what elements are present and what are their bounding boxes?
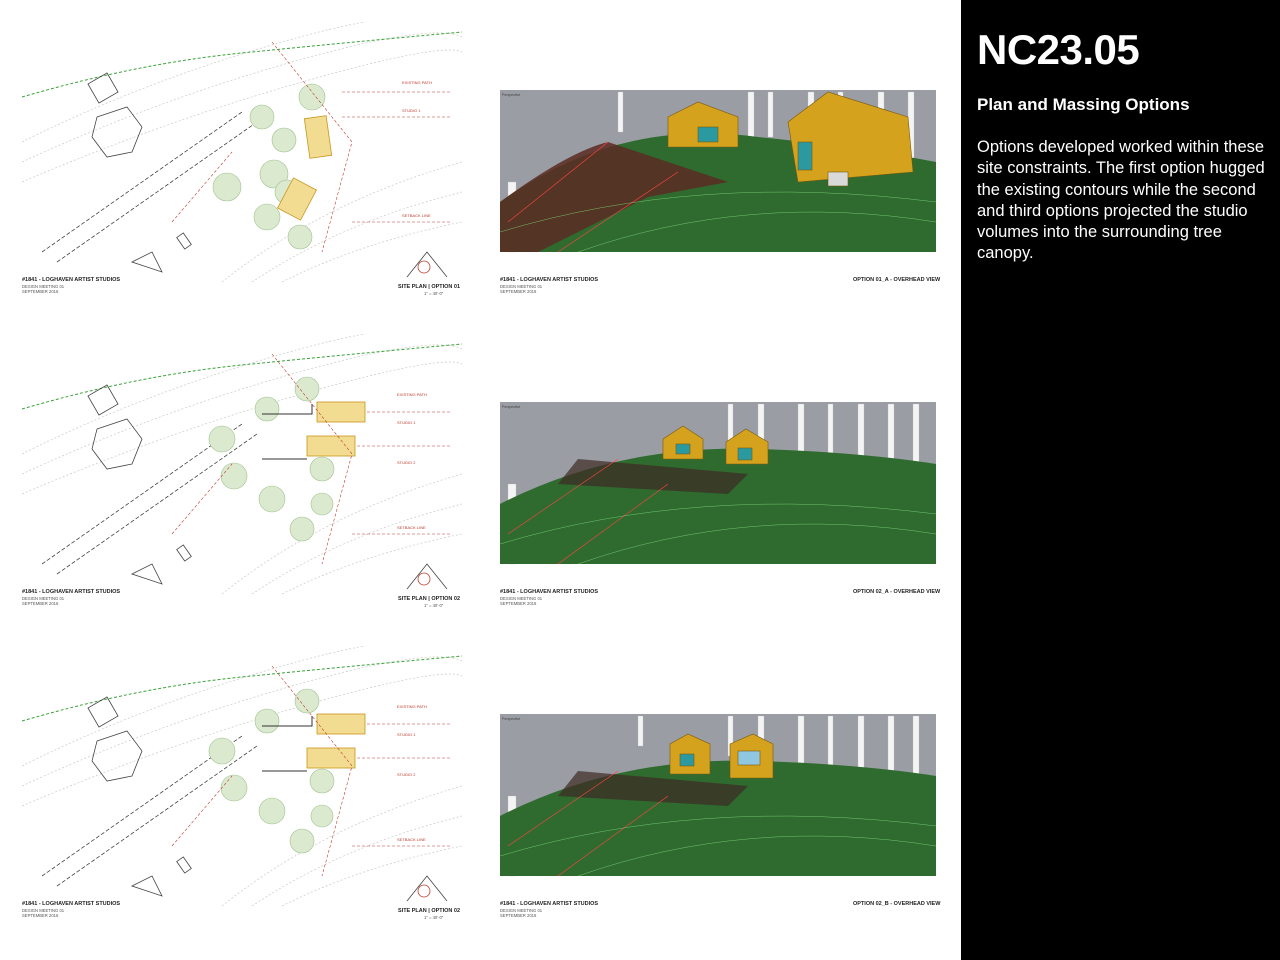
plan-date-label: SEPTEMBER 2016 (22, 289, 59, 294)
svg-text:EXISTING PATH: EXISTING PATH (397, 392, 427, 397)
view-option-label: OPTION 02_B - OVERHEAD VIEW (853, 901, 941, 907)
svg-text:STUDIO 1: STUDIO 1 (397, 420, 416, 425)
site-plan-drawing (22, 334, 462, 594)
site-plan-drawing (22, 646, 462, 906)
plan-scale-label: 1" = 40'-0" (424, 603, 444, 608)
overhead-view-option-02a (498, 334, 941, 624)
plan-date-label: SEPTEMBER 2016 (22, 913, 59, 918)
view-option-label: OPTION 02_A - OVERHEAD VIEW (853, 589, 941, 595)
svg-text:EXISTING PATH: EXISTING PATH (402, 80, 432, 85)
svg-text:STUDIO 2: STUDIO 2 (397, 460, 416, 465)
site-plan-option-02-b (22, 646, 462, 936)
site-plan-drawing (22, 22, 462, 282)
massing-render (498, 334, 941, 595)
svg-text:STUDIO 2: STUDIO 2 (397, 772, 416, 777)
plan-project-label: #1841 - LOGHAVEN ARTIST STUDIOS (22, 277, 121, 283)
overhead-view-option-01a (498, 22, 941, 312)
description-sidebar (961, 0, 1280, 960)
option-row-2 (0, 334, 961, 624)
view-project-label: #1841 - LOGHAVEN ARTIST STUDIOS (500, 277, 599, 283)
view-meta-label: DESIGN MEETING 01 (500, 908, 543, 913)
svg-text:STUDIO 1: STUDIO 1 (402, 108, 421, 113)
section-subtitle: Plan and Massing Options (977, 95, 1190, 114)
page-title: NC23.05 (977, 26, 1140, 73)
site-plan-option-01 (22, 22, 462, 312)
plan-meta-label: DESIGN MEETING 01 (22, 284, 65, 289)
plan-option-label: SITE PLAN | OPTION 02 (398, 908, 461, 914)
plan-option-label: SITE PLAN | OPTION 01 (398, 284, 461, 290)
svg-text:Perspective: Perspective (502, 405, 521, 409)
view-project-label: #1841 - LOGHAVEN ARTIST STUDIOS (500, 901, 599, 907)
svg-text:STUDIO 1: STUDIO 1 (397, 732, 416, 737)
svg-text:Perspective: Perspective (502, 93, 521, 97)
svg-text:SETBACK LINE: SETBACK LINE (397, 837, 426, 842)
plan-date-label: SEPTEMBER 2016 (22, 601, 59, 606)
view-option-label: OPTION 01_A - OVERHEAD VIEW (853, 277, 941, 283)
view-project-label: #1841 - LOGHAVEN ARTIST STUDIOS (500, 589, 599, 595)
overhead-view-option-02b (498, 646, 941, 936)
massing-render (498, 22, 941, 283)
view-meta-label: DESIGN MEETING 01 (500, 284, 543, 289)
plan-meta-label: DESIGN MEETING 01 (22, 908, 65, 913)
plan-scale-label: 1" = 40'-0" (424, 915, 444, 920)
svg-text:SETBACK LINE: SETBACK LINE (397, 525, 426, 530)
option-row-3 (0, 646, 961, 936)
plan-project-label: #1841 - LOGHAVEN ARTIST STUDIOS (22, 589, 121, 595)
view-date-label: SEPTEMBER 2016 (500, 289, 537, 294)
svg-text:EXISTING PATH: EXISTING PATH (397, 704, 427, 709)
description-text: Options developed worked within these site constraints. The first option hugged the existing contours while the second and third options projected the studio volumes into the surrounding tree canopy. (977, 138, 1265, 263)
plan-meta-label: DESIGN MEETING 01 (22, 596, 65, 601)
view-date-label: SEPTEMBER 2016 (500, 913, 537, 918)
svg-text:Perspective: Perspective (502, 717, 521, 721)
plan-scale-label: 1" = 40'-0" (424, 291, 444, 296)
massing-render (498, 646, 941, 907)
site-plan-option-02 (22, 334, 462, 624)
view-meta-label: DESIGN MEETING 01 (500, 596, 543, 601)
svg-text:SETBACK LINE: SETBACK LINE (402, 213, 431, 218)
option-row-1 (0, 22, 961, 312)
plan-project-label: #1841 - LOGHAVEN ARTIST STUDIOS (22, 901, 121, 907)
view-date-label: SEPTEMBER 2016 (500, 601, 537, 606)
plan-option-label: SITE PLAN | OPTION 02 (398, 596, 461, 602)
